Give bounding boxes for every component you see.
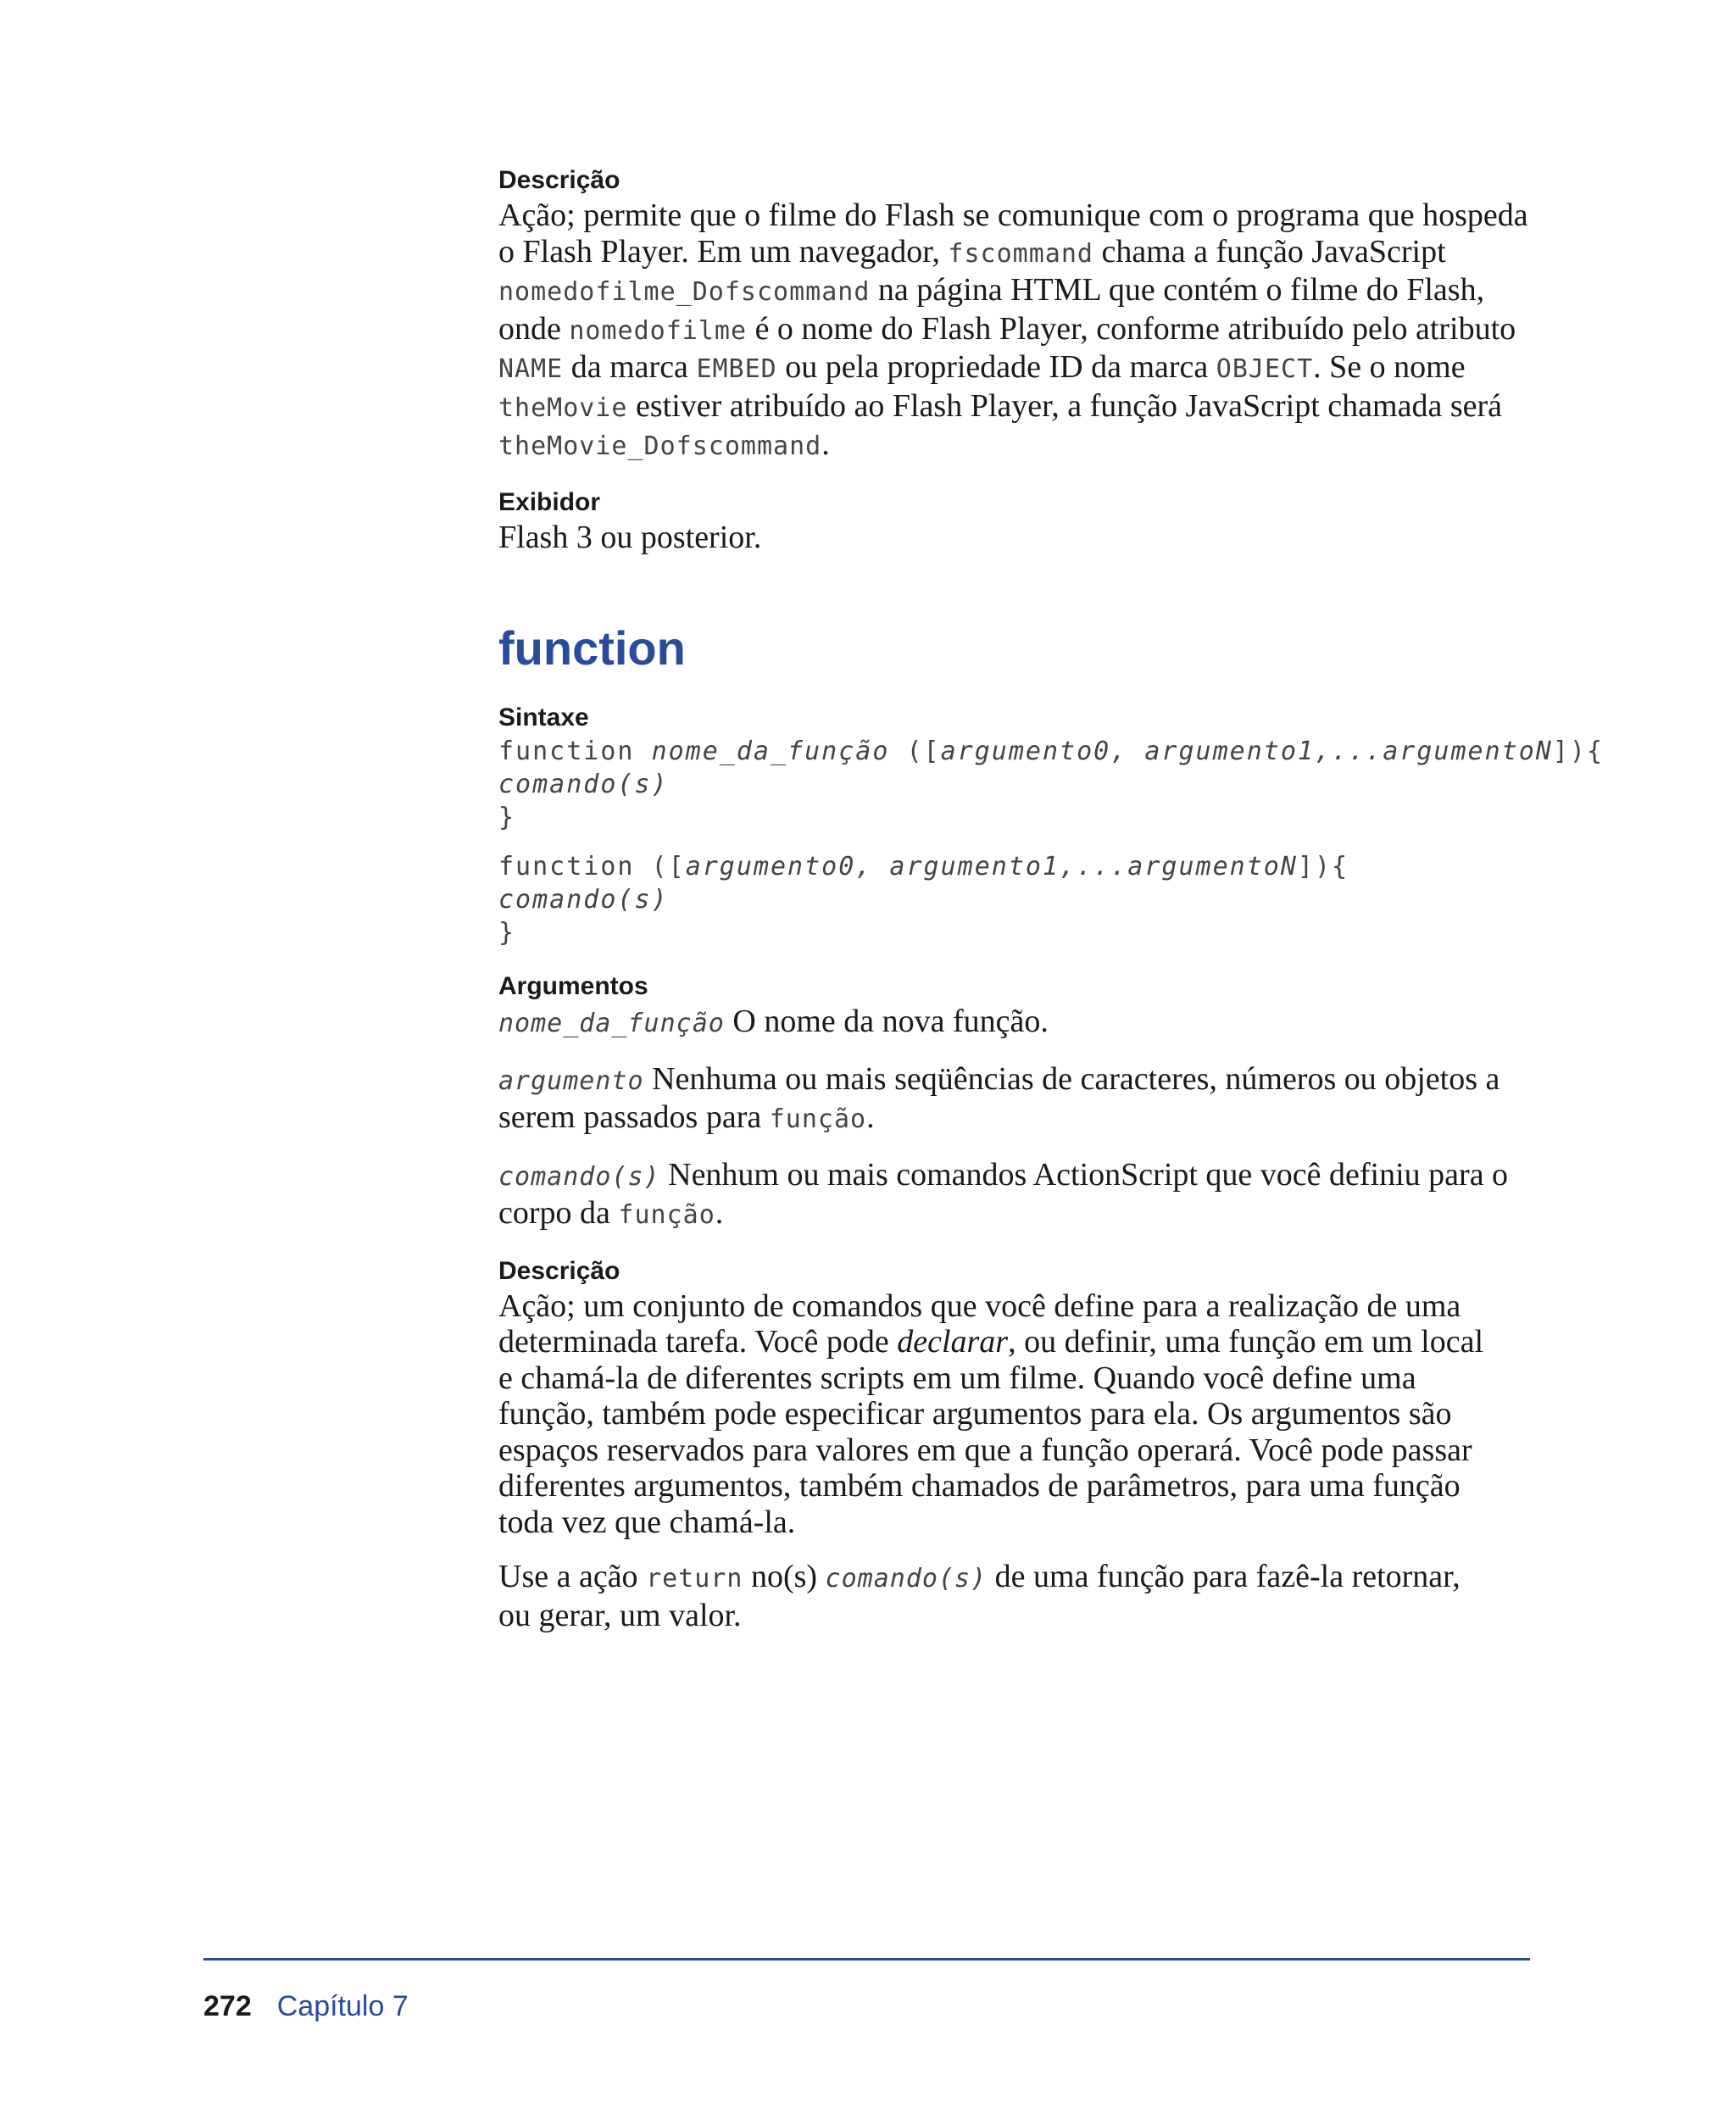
text-run: estiver atribuído ao Flash Player, a função JavaScript chamada será xyxy=(627,387,1502,424)
page-number: 272 xyxy=(203,1990,252,2022)
code-name: NAME xyxy=(498,354,564,384)
text-run: da marca xyxy=(563,349,697,385)
code-punct: } xyxy=(498,918,516,948)
page-content xyxy=(498,165,1605,1633)
code-body: comando(s) xyxy=(498,885,669,915)
description-paragraph xyxy=(498,1559,1473,1633)
page-footer xyxy=(203,1989,409,2023)
code-embed: EMBED xyxy=(696,354,777,384)
argument-name: comando(s) xyxy=(498,1161,660,1192)
text-run: . Se o nome xyxy=(1313,349,1466,385)
code-keyword: function ([ xyxy=(498,852,686,882)
text-run: Ação; um conjunto de comandos que você define para a realização de uma determinada tarefa. Você pode xyxy=(498,1288,1461,1360)
argument-desc: Nenhum ou mais comandos ActionScript que você definiu para o corpo da xyxy=(498,1156,1509,1231)
section-label-exibidor: Exibidor xyxy=(498,487,601,516)
syntax-block-1 xyxy=(498,735,1605,834)
section-label-sintaxe: Sintaxe xyxy=(498,704,589,731)
footer-divider xyxy=(203,1958,1530,1960)
text-run: Ação; permite que o filme do Flash se comunique com o programa que hospeda o Flash Player. Em um navegador, xyxy=(498,197,1528,270)
text-run: chama a função JavaScript xyxy=(1093,233,1446,270)
player-text: Flash 3 ou posterior. xyxy=(498,519,762,555)
code-themovie: theMovie xyxy=(498,392,628,423)
argument-item xyxy=(498,1157,1533,1234)
argument-desc: Nenhuma ou mais seqüências de caracteres, números ou objetos a serem passados para xyxy=(498,1060,1500,1135)
section-label-descricao: Descrição xyxy=(498,166,620,194)
text-run: , ou definir, uma função em um local e chamá-la de diferentes scripts em um filme. Quando você define uma função, também pode especificar argumentos para ela. Os argumentos são espaços reservados para valores em que a função operará. Você pode passar diferentes argumentos, também chamados de parâmetros, para uma função toda vez que chamá-la. xyxy=(498,1324,1484,1540)
section-label-descricao: Descrição xyxy=(498,1256,620,1285)
code-object: OBJECT xyxy=(1216,354,1314,384)
description-paragraph xyxy=(498,197,1533,465)
text-run: Use a ação xyxy=(498,1559,647,1594)
text-run: ou pela propriedade ID da marca xyxy=(776,349,1216,385)
code-return: return xyxy=(646,1564,743,1593)
code-function-name: nome_da_função xyxy=(651,737,890,766)
argument-name: argumento xyxy=(498,1065,644,1096)
text-run: . xyxy=(866,1099,875,1135)
code-keyword: function xyxy=(498,737,652,766)
code-themovie-dofscommand: theMovie_Dofscommand xyxy=(498,431,822,461)
code-comandos: comando(s) xyxy=(825,1564,988,1593)
code-punct: ]){ xyxy=(1552,737,1605,766)
text-run: na página HTML que contém o filme do Flash, onde xyxy=(498,272,1485,347)
argument-item xyxy=(498,1004,1533,1043)
code-punct: } xyxy=(498,803,516,832)
chapter-label: Capítulo 7 xyxy=(276,1990,409,2022)
code-punct: ]){ xyxy=(1297,852,1349,882)
code-nomedofilme-dofscommand: nomedofilme_Dofscommand xyxy=(498,277,871,307)
argument-name: nome_da_função xyxy=(498,1009,725,1038)
text-run: . xyxy=(715,1195,724,1231)
emphasis-declarar: declarar xyxy=(897,1324,1009,1360)
entry-heading: function xyxy=(498,621,686,675)
code-punct: ([ xyxy=(889,737,941,766)
code-body: comando(s) xyxy=(498,770,669,799)
code-nomedofilme: nomedofilme xyxy=(569,315,748,346)
code-fscommand: fscommand xyxy=(948,238,1093,269)
text-run: é o nome do Flash Player, conforme atribuído pelo atributo xyxy=(747,310,1516,347)
code-funcao: função xyxy=(618,1200,715,1230)
code-args: argumento0, argumento1,...argumentoN xyxy=(685,852,1298,882)
argument-item xyxy=(498,1061,1533,1138)
syntax-block-2 xyxy=(498,850,1533,949)
text-run: no(s) xyxy=(743,1559,826,1594)
code-args: argumento0, argumento1,...argumentoN xyxy=(940,737,1553,766)
description-paragraph xyxy=(498,1288,1499,1541)
section-label-argumentos: Argumentos xyxy=(498,972,648,1000)
text-run: de uma função para fazê-la retornar, ou gerar, um valor. xyxy=(498,1559,1461,1633)
argument-desc: O nome da nova função. xyxy=(724,1004,1049,1039)
code-funcao: função xyxy=(769,1104,867,1134)
text-run: . xyxy=(821,426,830,462)
